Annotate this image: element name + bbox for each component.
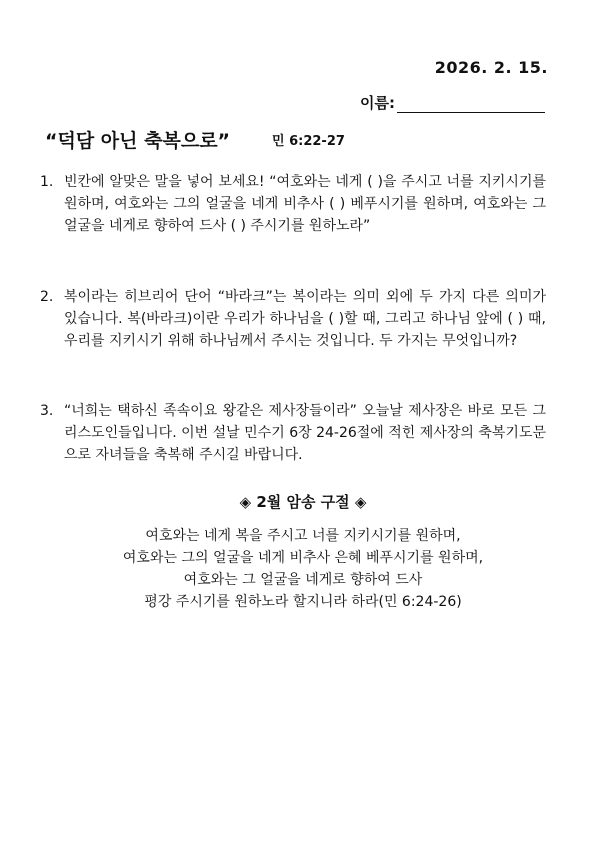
question-text: “너희는 택하신 족속이요 왕같은 제사장들이라” 오늘날 제사장은 바로 모든 그리스도인들입니다. 이번 설날 민수기 6장 24-26절에 적힌 제사장의 축복기도문으로 자녀들을 축복해 주시길 바랍니다.	[64, 403, 546, 463]
memory-verse-title: ◈ 2월 암송 구절 ◈	[239, 493, 367, 511]
question-1	[40, 171, 546, 237]
question-3	[40, 400, 546, 466]
sermon-title: “덕담 아닌 축복으로”	[45, 130, 231, 152]
question-2	[40, 286, 546, 352]
question-text: 복이라는 히브리어 단어 “바라크”는 복이라는 의미 외에 두 가지 다른 의미가 있습니다. 복(바라크)이란 우리가 하나님을 ( )할 때, 그리고 하나님 앞에 ( ) 때, 우리를 지키시기 위해 하나님께서 주시는 것입니다. 두 가지는 무엇입니까?	[64, 289, 546, 349]
memory-verse-line: 평강 주시기를 원하노라 할지니라 하라(민 6:24-26)	[144, 594, 462, 610]
question-text: 빈칸에 알맞은 말을 넣어 보세요! “여호와는 네게 ( )을 주시고 너를 지키시기를 원하며, 여호와는 그의 얼굴을 네게 비추사 ( ) 베푸시기를 원하며, 여호와는 그 얼굴을 네게로 향하여 드사 ( ) 주시기를 원하노라”	[64, 174, 546, 234]
memory-verse-line: 여호와는 그의 얼굴을 네게 비추사 은혜 베푸시기를 원하며,	[122, 550, 484, 566]
memory-verse-line: 여호와는 그 얼굴을 네게로 향하여 드사	[183, 572, 423, 588]
memory-verse-line: 여호와는 네게 복을 주시고 너를 지키시기를 원하며,	[145, 528, 461, 544]
name-label: 이름:	[360, 94, 395, 112]
name-blank-line[interactable]	[397, 95, 545, 113]
question-number: 1.	[40, 174, 54, 190]
name-field	[360, 92, 545, 113]
scripture-reference: 민 6:22-27	[272, 134, 345, 149]
memory-verse	[0, 525, 606, 613]
question-number: 3.	[40, 403, 54, 419]
worksheet-date: 2026. 2. 15.	[434, 58, 548, 77]
question-number: 2.	[40, 289, 54, 305]
